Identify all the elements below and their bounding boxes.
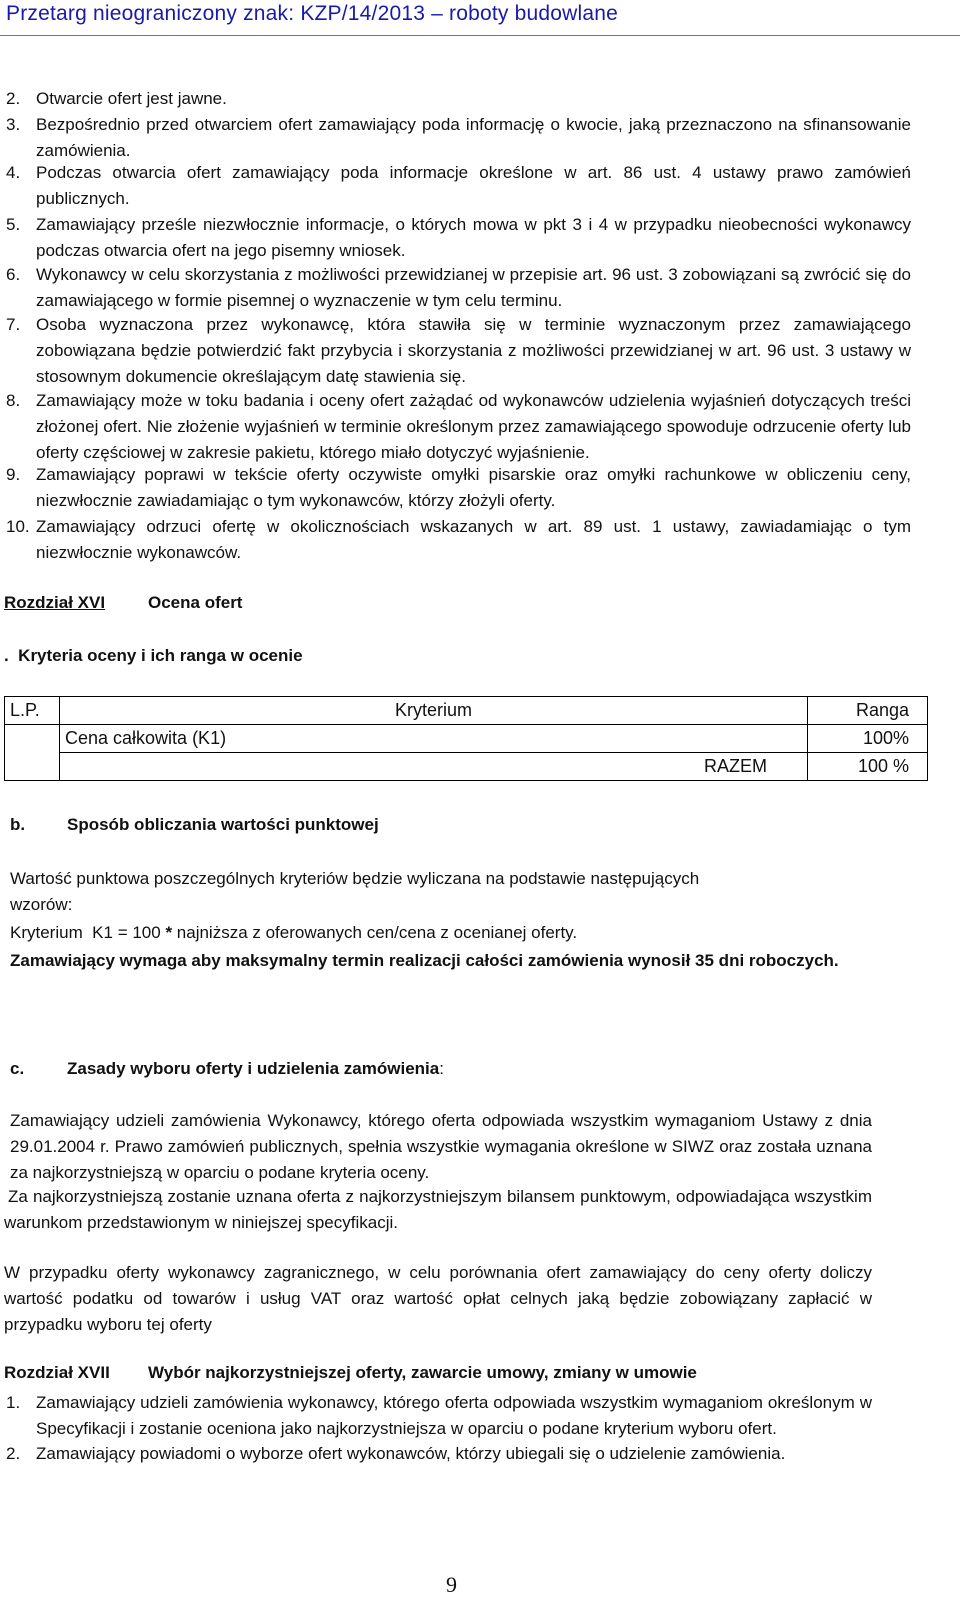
section-c-colon: : bbox=[439, 1059, 444, 1078]
table-row bbox=[5, 753, 928, 781]
list-item-number: 2. bbox=[6, 1444, 21, 1463]
list-item-text: Zamawiający odrzuci ofertę w okolicznościach wskazanych w art. 89 ust. 1 ustawy, zawiadamiając o tym niezwłocznie wykonawców. bbox=[36, 517, 911, 562]
list-item-number: 4. bbox=[6, 163, 21, 182]
list-item bbox=[6, 1441, 872, 1467]
c-paragraph: Za najkorzystniejszą zostanie uznana oferta z najkorzystniejszym bilansem punktowym, odpowiadająca wszystkim warunkom przedstawionym w niniejszej specyfikacji. bbox=[4, 1187, 872, 1232]
section-c-letter: c. bbox=[10, 1059, 25, 1078]
b-formula-rest: najniższa z oferowanych cen/cena z ocenianej oferty. bbox=[172, 923, 578, 942]
table-total-label: RAZEM bbox=[60, 753, 808, 781]
list-item bbox=[6, 212, 911, 264]
page-number: 9 bbox=[446, 1572, 457, 1597]
list-item-text: Zamawiający poprawi w tekście oferty oczywiste omyłki pisarskie oraz omyłki rachunkowe w obliczeniu ceny, niezwłocznie zawiadamiając o tym wykonawców, którzy złożyli oferty. bbox=[36, 465, 911, 510]
section-b-title: Sposób obliczania wartości punktowej bbox=[67, 815, 379, 834]
list-item-number: 8. bbox=[6, 391, 21, 410]
list-item bbox=[6, 388, 911, 466]
list-item bbox=[6, 86, 911, 112]
list-item-number: 10. bbox=[6, 517, 30, 536]
section-c-title: Zasady wyboru oferty i udzielenia zamówienia bbox=[67, 1059, 440, 1078]
document-header-title: Przetarg nieograniczony znak: KZP/14/2013 – roboty budowlane bbox=[6, 2, 619, 25]
list-item-text: Zamawiający może w toku badania i oceny ofert zażądać od wykonawców udzielenia wyjaśnień dotyczących treści złożonej ofert. Nie złożenie wyjaśnień w terminie określonym przez zamawiającego spowoduje odrzucenie oferty lub oferty częściowej w zakresie pakietu, którego miało dotyczyć wyjaśnienie. bbox=[36, 391, 911, 462]
list-item-number: 2. bbox=[6, 89, 21, 108]
section-c-heading bbox=[67, 1056, 444, 1082]
list-item-number: 1. bbox=[6, 1393, 21, 1412]
list-item-text: Bezpośrednio przed otwarciem ofert zamawiający poda informację o kwocie, jaką przeznaczono na sfinansowanie zamówienia. bbox=[36, 115, 911, 160]
section-title: Wybór najkorzystniejszej oferty, zawarcie umowy, zmiany w umowie bbox=[148, 1363, 697, 1382]
list-item-text: Podczas otwarcia ofert zamawiający poda informacje określone w art. 86 ust. 4 ustawy prawo zamówień publicznych. bbox=[36, 163, 911, 208]
list-item bbox=[6, 1390, 872, 1442]
table-total-ranga: 100 % bbox=[808, 753, 928, 781]
criteria-heading: . Kryteria oceny i ich ranga w ocenie bbox=[4, 646, 303, 665]
section-label: Rozdział XVI bbox=[4, 593, 106, 612]
table-row bbox=[5, 725, 928, 753]
b-formula bbox=[10, 920, 577, 946]
list-item-text: Zamawiający udzieli zamówienia wykonawcy, którego oferta odpowiada wszystkim wymaganiom określonym w Specyfikacji i zostanie oceniona jako najkorzystniejsza w oparciu o podane kryterium wyboru ofert. bbox=[36, 1393, 872, 1438]
section-title: Ocena ofert bbox=[148, 593, 243, 612]
section-b-letter: b. bbox=[10, 815, 26, 834]
list-item-text: Osoba wyznaczona przez wykonawcę, która stawiła się w terminie wyznaczonym przez zamawiającego zobowiązana będzie potwierdzić fakt przybycia i skorzystania z możliwości przewidzianej w art. 96 ust. 3 ustawy w stosownym dokumencie określającym datę stawienia się. bbox=[36, 315, 911, 386]
table-row bbox=[5, 697, 928, 725]
list-item-number: 5. bbox=[6, 215, 21, 234]
list-item-text: Zamawiający powiadomi o wyborze ofert wykonawców, którzy ubiegali się o udzielenie zamówienia. bbox=[36, 1444, 786, 1463]
list-item bbox=[6, 514, 911, 566]
list-item bbox=[6, 160, 911, 212]
table-cell-kryterium: Cena całkowita (K1) bbox=[60, 725, 808, 753]
criteria-table bbox=[4, 696, 928, 781]
table-header-kryterium: Kryterium bbox=[60, 697, 808, 725]
list-item bbox=[6, 262, 911, 314]
list-item bbox=[6, 312, 911, 390]
c-paragraph: W przypadku oferty wykonawcy zagranicznego, w celu porównania ofert zamawiający do ceny oferty doliczy wartość podatku od towarów i usług VAT oraz wartość opłat celnych jaką będzie zobowiązany zapłacić w przypadku wyboru tej oferty bbox=[4, 1263, 872, 1334]
list-item-number: 7. bbox=[6, 315, 21, 334]
header-divider bbox=[0, 35, 960, 36]
list-item bbox=[6, 462, 911, 514]
list-item-text: Zamawiający prześle niezwłocznie informacje, o których mowa w pkt 3 i 4 w przypadku nieobecności wykonawcy podczas otwarcia ofert na jego pisemny wniosek. bbox=[36, 215, 911, 260]
table-header-ranga: Ranga bbox=[808, 697, 928, 725]
list-item-number: 6. bbox=[6, 265, 21, 284]
table-header-lp: L.P. bbox=[5, 697, 60, 725]
b-requirement: Zamawiający wymaga aby maksymalny termin realizacji całości zamówienia wynosił 35 dni roboczych. bbox=[10, 951, 839, 970]
list-item-text: Wykonawcy w celu skorzystania z możliwości przewidzianej w przepisie art. 96 ust. 3 zobowiązani są zwrócić się do zamawiającego w formie pisemnej o wyznaczenie w tym celu terminu. bbox=[36, 265, 911, 310]
b-formula-prefix: Kryterium K1 = 100 bbox=[10, 923, 166, 942]
c-paragraph: Zamawiający udzieli zamówienia Wykonawcy, którego oferta odpowiada wszystkim wymaganiom Ustawy z dnia 29.01.2004 r. Prawo zamówień publicznych, spełnia wszystkie wymagania określone w SIWZ oraz została uznana za najkorzystniejszą w oparciu o podane kryteria oceny. bbox=[10, 1111, 872, 1182]
b-paragraph: Wartość punktowa poszczególnych kryteriów będzie wyliczana na podstawie następujących wzorów: bbox=[10, 869, 700, 914]
list-item-number: 3. bbox=[6, 115, 21, 134]
section-label: Rozdział XVII bbox=[4, 1363, 110, 1382]
list-item-text: Otwarcie ofert jest jawne. bbox=[36, 89, 227, 108]
b-formula-star: * bbox=[165, 923, 173, 942]
table-cell-ranga: 100% bbox=[808, 725, 928, 753]
table-cell-lp bbox=[5, 725, 60, 781]
list-item-number: 9. bbox=[6, 465, 21, 484]
list-item bbox=[6, 112, 911, 164]
